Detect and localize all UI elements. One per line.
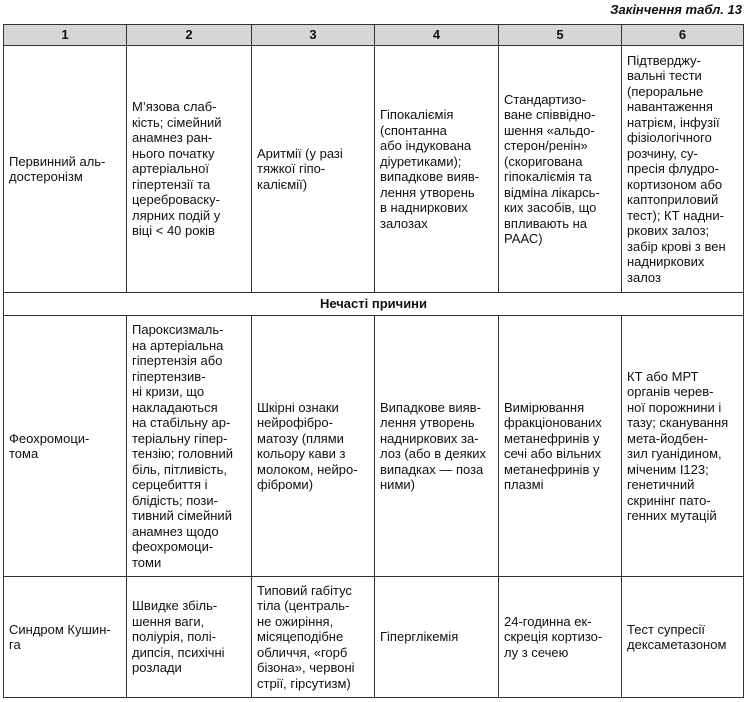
section-row <box>4 293 744 316</box>
section-heading: Нечасті причини <box>4 293 744 316</box>
table-cell <box>127 316 252 577</box>
column-header: 2 <box>127 25 252 46</box>
table-cell <box>4 46 127 293</box>
table-row <box>4 46 744 293</box>
cell-text: Підтверджу- вальні тести (пероральне навантаження натрієм, інфузії фізіологічного розчину, су- пресія флудро- кортизоном або каптоприловий тест); КТ надни- ркових залоз; забір крові з вен надниркових залоз <box>627 52 726 285</box>
table-cell <box>499 577 622 698</box>
cell-text: Шкірні ознаки нейрофібро- матозу (плями кольору кави з молоком, нейро- фіброми) <box>257 399 358 492</box>
cell-text: Стандартизо- ване співвідно- шення «альдо- стерон/ренін» (скоригована гіпокаліємія та відміна лікарсь- ких засобів, що впливають на РААС) <box>504 91 600 246</box>
cell-text: Гіпокаліємія (спонтанна або індукована діуретиками); випадкове вияв- лення утворень в надниркових залозах <box>380 107 480 231</box>
table-cell <box>252 46 375 293</box>
cell-text: Аритмії (у разі тяжкої гіпо- каліємії) <box>257 145 343 192</box>
table-cell <box>4 316 127 577</box>
cell-text: Типовий габітус тіла (централь- не ожиріння, місяцеподібне обличчя, «горб бізона», червоні стрії, гірсутизм) <box>257 582 355 691</box>
table-cell <box>499 316 622 577</box>
table-row <box>4 316 744 577</box>
table-cell <box>622 316 744 577</box>
condition-name: Первинний аль- достеронізм <box>9 153 106 184</box>
column-header: 6 <box>622 25 744 46</box>
table-cell <box>127 577 252 698</box>
table-cell <box>252 577 375 698</box>
cell-text: Гіперглікемія <box>380 629 459 645</box>
data-table <box>3 24 744 698</box>
header-row <box>4 25 744 46</box>
table-row <box>4 577 744 698</box>
column-header: 1 <box>4 25 127 46</box>
table-cell <box>622 577 744 698</box>
table-cell <box>622 46 744 293</box>
cell-text: Вимірювання фракціонованих метанефринів у сечі або вільних метанефринів у плазмі <box>504 399 602 492</box>
cell-text: Тест супресії дексаметазоном <box>627 621 727 652</box>
cell-text: М’язова слаб- кість; сімейний анамнез ран- нього початку артеріальної гіпертензії та цереброваску- лярних подій у віці < 40 років <box>132 99 222 239</box>
cell-text: Випадкове вияв- лення утворень надниркових за- лоз (або в деяких випадках — поза ними) <box>380 399 487 492</box>
table-cell <box>375 577 499 698</box>
cell-text: Швидке збіль- шення ваги, поліурія, полі- дипсія, психічні розлади <box>132 598 225 676</box>
table-cell <box>4 577 127 698</box>
table-cell <box>252 316 375 577</box>
table-cell <box>375 46 499 293</box>
condition-name: Феохромоци- тома <box>9 430 90 461</box>
table-cell <box>375 316 499 577</box>
column-header: 3 <box>252 25 375 46</box>
cell-text: КТ або МРТ органів черев- ної порожнини і тазу; сканування мета-йодбен- зил гуанідином, міченим І123; генетичний скринінг пато- генних мутацій <box>627 368 729 523</box>
cell-text: 24-годинна ек- скреція кортизо- лу з сечею <box>504 613 603 660</box>
table-caption: Закінчення табл. 13 <box>610 2 742 17</box>
table-cell <box>499 46 622 293</box>
column-header: 4 <box>375 25 499 46</box>
column-header: 5 <box>499 25 622 46</box>
cell-text: Пароксизмаль- на артеріальна гіпертензія або гіпертензив- ні кризи, що накладаються на стабільну ар- теріальну гіпер- тензію; головний біль, пітливість, серцебиття і блідість; пози- тивний сімейний анамнез щодо феохромоци- томи <box>132 322 234 570</box>
table-cell <box>127 46 252 293</box>
condition-name: Синдром Кушин- га <box>9 621 111 652</box>
